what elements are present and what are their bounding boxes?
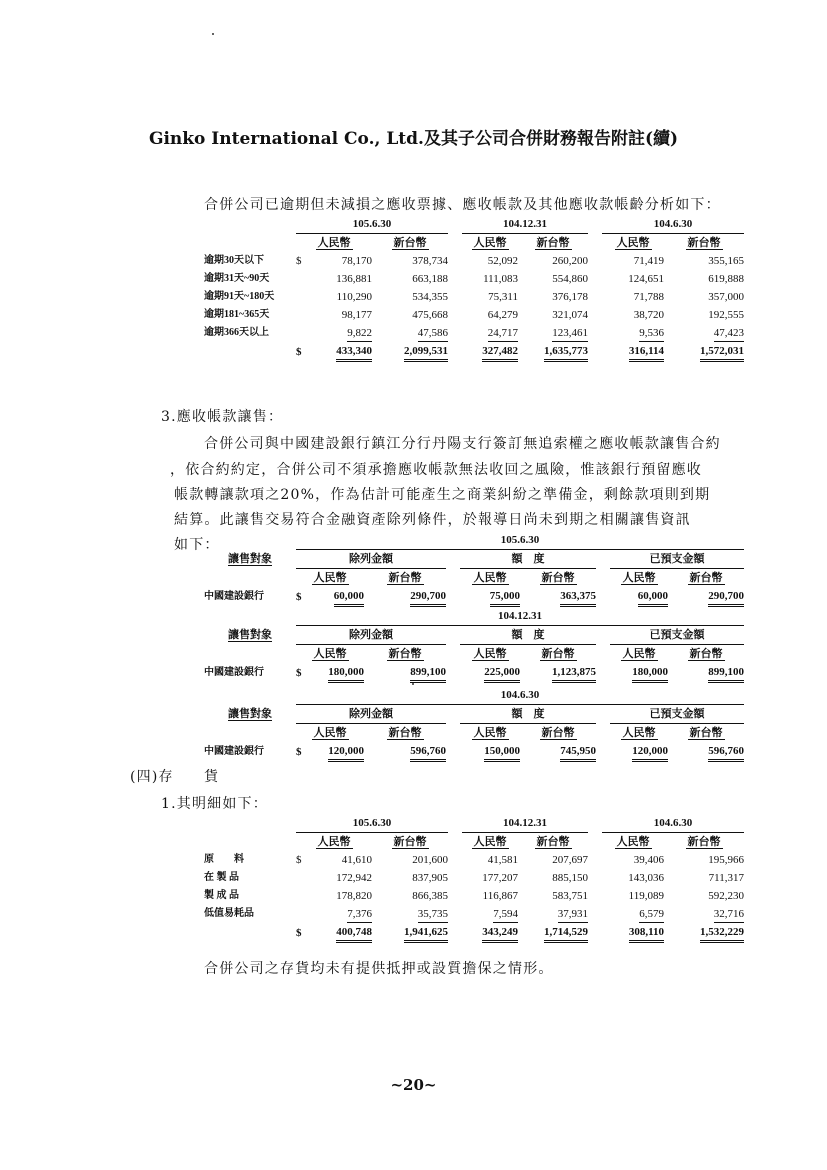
table-row xyxy=(204,869,744,887)
dollar-sign: $ xyxy=(296,255,302,267)
aging-period-3: 104.6.30 xyxy=(602,215,744,234)
cell: 711,317 xyxy=(708,872,744,884)
section3-heading: 3.應收帳款讓售： xyxy=(161,409,284,425)
cell: 78,170 xyxy=(341,255,372,267)
cell: 64,279 xyxy=(487,309,518,321)
currency-rmb: 人民幣 xyxy=(317,836,351,848)
cell: 195,966 xyxy=(708,854,744,866)
table-row xyxy=(204,742,744,762)
cell: 225,000 xyxy=(484,665,520,683)
currency-rmb: 人民幣 xyxy=(473,237,507,249)
total-cell: 1,635,773 xyxy=(544,344,588,362)
total-cell: 2,099,531 xyxy=(404,344,448,362)
aging-intro: 合併公司已逾期但未減損之應收票據、應收帳款及其他應收款帳齡分析如下： xyxy=(204,197,721,213)
cell: 75,000 xyxy=(490,589,520,607)
cell: 71,419 xyxy=(633,255,664,267)
cell: 41,610 xyxy=(341,854,372,866)
inventory-table xyxy=(204,814,744,943)
section3-line-5: 如下： xyxy=(174,537,220,553)
row-label: 製 成 品 xyxy=(204,890,239,901)
cell: 378,734 xyxy=(412,255,448,267)
transfer-date: 104.12.31 xyxy=(296,607,744,626)
cell: 475,668 xyxy=(412,309,448,321)
row-label: 在 製 品 xyxy=(204,872,239,883)
cell: 47,586 xyxy=(418,326,448,342)
cell: 9,536 xyxy=(639,326,664,342)
total-cell: 308,110 xyxy=(629,925,664,943)
cell: 150,000 xyxy=(484,744,520,762)
cell: 32,716 xyxy=(714,907,744,923)
cell: 60,000 xyxy=(638,589,668,607)
currency-ntd: 新台幣 xyxy=(687,237,721,249)
cell: 120,000 xyxy=(632,744,668,762)
cell: 201,600 xyxy=(412,854,448,866)
currency-rmb: 人民幣 xyxy=(616,836,650,848)
currency-ntd: 新台幣 xyxy=(689,572,723,584)
dollar-sign: $ xyxy=(296,746,302,758)
cell: 192,555 xyxy=(708,309,744,321)
total-row xyxy=(204,342,744,362)
dollar-sign: $ xyxy=(296,854,302,866)
cell: 7,376 xyxy=(347,907,372,923)
transfer-table-3 xyxy=(204,686,744,762)
cell: 38,720 xyxy=(633,309,664,321)
currency-ntd: 新台幣 xyxy=(393,836,427,848)
transfer-date: 105.6.30 xyxy=(296,531,744,550)
target-header: 讓售對象 xyxy=(228,708,272,720)
cell: 7,594 xyxy=(493,907,518,923)
currency-ntd: 新台幣 xyxy=(541,648,575,660)
cell: 290,700 xyxy=(708,589,744,607)
cell: 180,000 xyxy=(328,665,364,683)
aging-period-1: 105.6.30 xyxy=(296,215,448,234)
group-limit: 額 度 xyxy=(460,626,596,645)
inventory-period-2: 104.12.31 xyxy=(462,814,588,833)
aging-period-2: 104.12.31 xyxy=(462,215,588,234)
section3-line-1: 合併公司與中國建設銀行鎮江分行丹陽支行簽訂無追索權之應收帳款讓售合約 xyxy=(204,436,721,452)
dollar-sign: $ xyxy=(296,927,302,939)
cell: 260,200 xyxy=(552,255,588,267)
cell: 899,100 xyxy=(410,665,446,683)
aging-table xyxy=(204,215,744,362)
cell: 41,581 xyxy=(487,854,518,866)
currency-ntd: 新台幣 xyxy=(393,237,427,249)
dollar-sign: $ xyxy=(296,667,302,679)
cell: 592,230 xyxy=(708,890,744,902)
currency-rmb: 人民幣 xyxy=(473,727,507,739)
total-cell: 343,249 xyxy=(482,925,518,943)
total-cell: 400,748 xyxy=(336,925,372,943)
target-header: 讓售對象 xyxy=(228,553,272,565)
cell: 123,461 xyxy=(552,326,588,342)
dollar-sign: $ xyxy=(296,591,302,603)
cell: 37,931 xyxy=(558,907,588,923)
table-row xyxy=(204,887,744,905)
cell: 172,942 xyxy=(336,872,372,884)
cell: 583,751 xyxy=(552,890,588,902)
cell: 24,717 xyxy=(488,326,518,342)
cell: 6,579 xyxy=(639,907,664,923)
cell: 355,165 xyxy=(708,255,744,267)
inventory-sub: 1.其明細如下： xyxy=(161,796,268,812)
currency-ntd: 新台幣 xyxy=(541,572,575,584)
currency-ntd: 新台幣 xyxy=(388,727,422,739)
currency-rmb: 人民幣 xyxy=(313,727,347,739)
cell: 357,000 xyxy=(708,291,744,303)
transfer-table-2 xyxy=(204,607,744,683)
currency-rmb: 人民幣 xyxy=(473,648,507,660)
table-row xyxy=(204,663,744,683)
cell: 363,375 xyxy=(560,589,596,607)
inventory-period-1: 105.6.30 xyxy=(296,814,448,833)
row-label: 低值易耗品 xyxy=(204,908,254,919)
row-label: 逾期30天以下 xyxy=(204,255,264,266)
page-number: ~20~ xyxy=(390,1076,437,1094)
table-row xyxy=(204,851,744,869)
total-cell: 1,714,529 xyxy=(544,925,588,943)
cell: 75,311 xyxy=(488,291,518,303)
table-row xyxy=(204,288,744,306)
currency-rmb: 人民幣 xyxy=(473,572,507,584)
group-advanced: 已預支金額 xyxy=(610,626,744,645)
section3-line-4: 結算。此讓售交易符合金融資產除列條件，於報導日尚未到期之相關讓售資訊 xyxy=(174,512,691,528)
scan-speck xyxy=(212,33,214,35)
group-limit: 額 度 xyxy=(460,550,596,569)
inventory-heading: (四)存 貨 xyxy=(130,769,220,785)
currency-rmb: 人民幣 xyxy=(313,648,347,660)
target-header: 讓售對象 xyxy=(228,629,272,641)
cell: 290,700 xyxy=(410,589,446,607)
cell: 39,406 xyxy=(633,854,664,866)
row-label: 逾期91天~180天 xyxy=(204,291,275,302)
page-title: Ginko International Co., Ltd.及其子公司合併財務報告附註(續) xyxy=(148,129,679,149)
cell: 136,881 xyxy=(336,273,372,285)
transfer-table-1 xyxy=(204,531,744,607)
table-row xyxy=(204,905,744,923)
currency-rmb: 人民幣 xyxy=(622,572,656,584)
total-cell: 1,572,031 xyxy=(700,344,744,362)
cell: 207,697 xyxy=(552,854,588,866)
group-derecognized: 除列金額 xyxy=(296,550,446,569)
currency-ntd: 新台幣 xyxy=(541,727,575,739)
cell: 177,207 xyxy=(482,872,518,884)
inventory-period-3: 104.6.30 xyxy=(602,814,744,833)
cell: 745,950 xyxy=(560,744,596,762)
cell: 885,150 xyxy=(552,872,588,884)
group-advanced: 已預支金額 xyxy=(610,550,744,569)
currency-rmb: 人民幣 xyxy=(473,836,507,848)
currency-ntd: 新台幣 xyxy=(689,727,723,739)
bank-name: 中國建設銀行 xyxy=(204,746,264,757)
group-derecognized: 除列金額 xyxy=(296,705,446,724)
cell: 35,735 xyxy=(418,907,448,923)
transfer-date: 104.6.30 xyxy=(296,686,744,705)
cell: 837,905 xyxy=(412,872,448,884)
scan-speck xyxy=(412,683,414,685)
cell: 52,092 xyxy=(487,255,518,267)
cell: 116,867 xyxy=(482,890,518,902)
cell: 321,074 xyxy=(552,309,588,321)
cell: 663,188 xyxy=(412,273,448,285)
currency-ntd: 新台幣 xyxy=(536,237,570,249)
total-cell: 327,482 xyxy=(482,344,518,362)
currency-rmb: 人民幣 xyxy=(622,648,656,660)
table-row xyxy=(204,252,744,270)
currency-ntd: 新台幣 xyxy=(689,648,723,660)
cell: 866,385 xyxy=(412,890,448,902)
cell: 596,760 xyxy=(708,744,744,762)
cell: 60,000 xyxy=(334,589,364,607)
cell: 534,355 xyxy=(412,291,448,303)
cell: 178,820 xyxy=(336,890,372,902)
group-advanced: 已預支金額 xyxy=(610,705,744,724)
group-limit: 額 度 xyxy=(460,705,596,724)
cell: 71,788 xyxy=(633,291,664,303)
currency-ntd: 新台幣 xyxy=(388,572,422,584)
row-label: 逾期366天以上 xyxy=(204,327,269,338)
bank-name: 中國建設銀行 xyxy=(204,667,264,678)
table-row xyxy=(204,587,744,607)
table-row xyxy=(204,270,744,288)
cell: 120,000 xyxy=(328,744,364,762)
total-cell: 1,532,229 xyxy=(700,925,744,943)
cell: 554,860 xyxy=(552,273,588,285)
total-cell: 316,114 xyxy=(629,344,664,362)
cell: 1,123,875 xyxy=(552,665,596,683)
cell: 47,423 xyxy=(714,326,744,342)
cell: 9,822 xyxy=(347,326,372,342)
cell: 119,089 xyxy=(628,890,664,902)
cell: 376,178 xyxy=(552,291,588,303)
cell: 899,100 xyxy=(708,665,744,683)
total-cell: 433,340 xyxy=(336,344,372,362)
table-row xyxy=(204,324,744,342)
group-derecognized: 除列金額 xyxy=(296,626,446,645)
cell: 111,083 xyxy=(483,273,518,285)
cell: 98,177 xyxy=(341,309,372,321)
currency-rmb: 人民幣 xyxy=(622,727,656,739)
table-row xyxy=(204,306,744,324)
cell: 180,000 xyxy=(632,665,668,683)
currency-rmb: 人民幣 xyxy=(313,572,347,584)
row-label: 原 料 xyxy=(204,854,244,865)
section3-line-2: ，依合約約定，合併公司不須承擔應收帳款無法收回之風險，惟該銀行預留應收 xyxy=(170,462,702,478)
cell: 619,888 xyxy=(708,273,744,285)
row-label: 逾期31天~90天 xyxy=(204,273,270,284)
section3-line-3: 帳款轉讓款項之20%，作為估計可能產生之商業糾紛之準備金，剩餘款項則到期 xyxy=(174,487,711,503)
total-row xyxy=(204,923,744,943)
cell: 596,760 xyxy=(410,744,446,762)
dollar-sign: $ xyxy=(296,346,302,358)
inventory-note: 合併公司之存貨均未有提供抵押或設質擔保之情形。 xyxy=(204,961,554,977)
currency-ntd: 新台幣 xyxy=(536,836,570,848)
cell: 143,036 xyxy=(628,872,664,884)
currency-rmb: 人民幣 xyxy=(317,237,351,249)
cell: 124,651 xyxy=(628,273,664,285)
currency-rmb: 人民幣 xyxy=(616,237,650,249)
bank-name: 中國建設銀行 xyxy=(204,591,264,602)
currency-ntd: 新台幣 xyxy=(388,648,422,660)
cell: 110,290 xyxy=(336,291,372,303)
row-label: 逾期181~365天 xyxy=(204,309,270,320)
total-cell: 1,941,625 xyxy=(404,925,448,943)
currency-ntd: 新台幣 xyxy=(687,836,721,848)
